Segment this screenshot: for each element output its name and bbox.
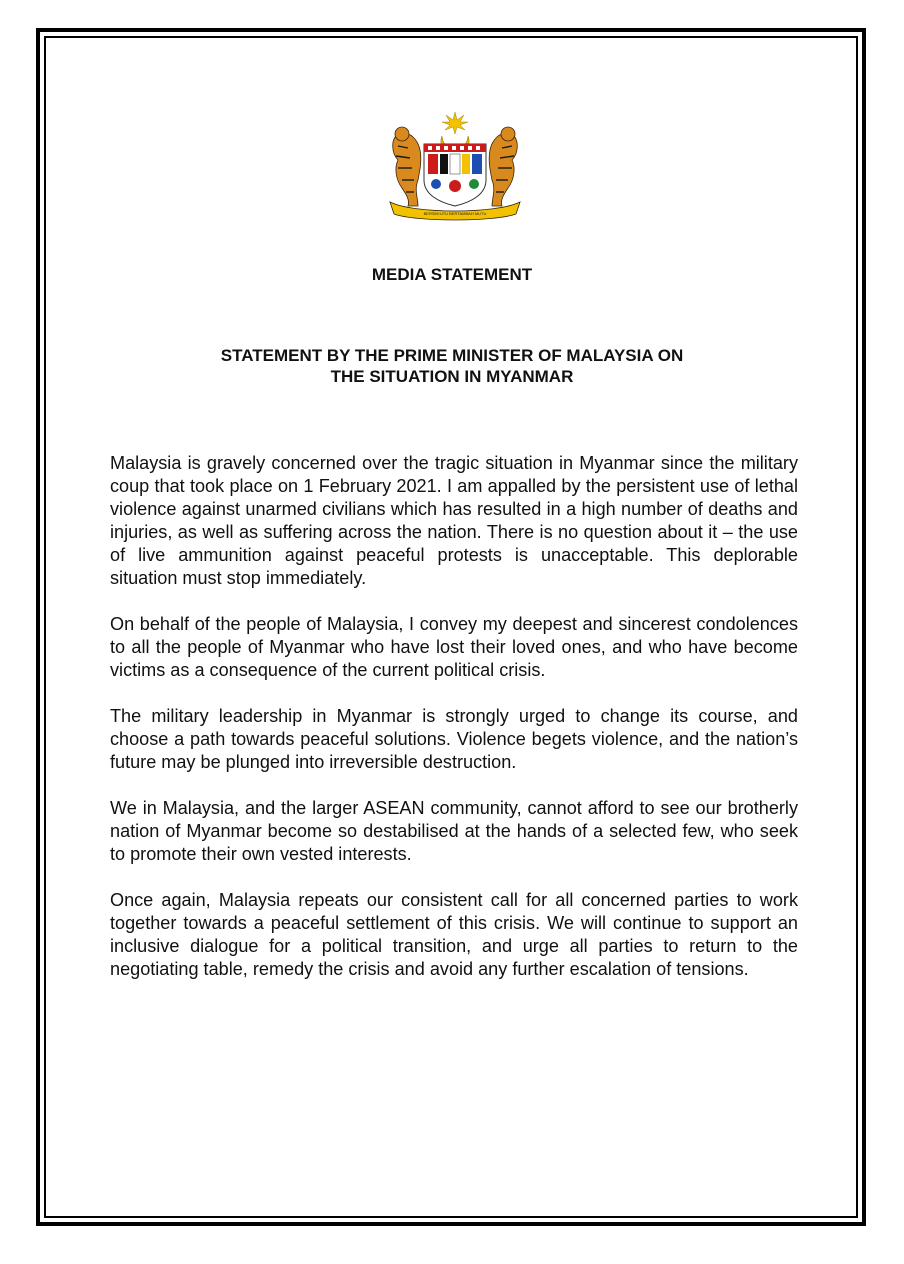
paragraph-2: On behalf of the people of Malaysia, I convey my deepest and sincerest condolences to all the people of Myanmar who have lost their loved ones, and who have become victims as a consequence of the current political crisis. — [110, 614, 798, 680]
statement-title-line-1: STATEMENT BY THE PRIME MINISTER OF MALAYSIA ON — [220, 346, 684, 365]
statement-title-line-2: THE SITUATION IN MYANMAR — [330, 367, 574, 386]
paragraph-5: Once again, Malaysia repeats our consistent call for all concerned parties to work together towards a peaceful settlement of this crisis. We will continue to support an inclusive dialogue for a political transition, and urge all parties to return to the negotiating table, remedy the crisis and avoid any further escalation of tensions. — [110, 890, 798, 979]
malaysia-coat-of-arms-icon — [384, 110, 526, 222]
statement-title — [0, 345, 904, 387]
paragraph-3: The military leadership in Myanmar is strongly urged to change its course, and choose a path towards peaceful solutions. Violence begets violence, and the nation’s future may be plunged into irreversible destruction. — [110, 706, 798, 772]
svg-text:BERSEKUTU BERTAMBAH MUTU: BERSEKUTU BERTAMBAH MUTU — [423, 211, 487, 216]
media-statement-heading: MEDIA STATEMENT — [371, 265, 533, 284]
paragraph-4: We in Malaysia, and the larger ASEAN community, cannot afford to see our brotherly nation of Myanmar become so destabilised at the hands of a selected few, who seek to promote their own vested interests. — [110, 798, 798, 864]
statement-body — [110, 452, 798, 1004]
paragraph-1: Malaysia is gravely concerned over the tragic situation in Myanmar since the military coup that took place on 1 February 2021. I am appalled by the persistent use of lethal violence against unarmed civilians which has resulted in a high number of deaths and injuries, as well as suffering across the nation. There is no question about it – the use of live ammunition against peaceful protests is unacceptable. This deplorable situation must stop immediately. — [110, 453, 798, 588]
